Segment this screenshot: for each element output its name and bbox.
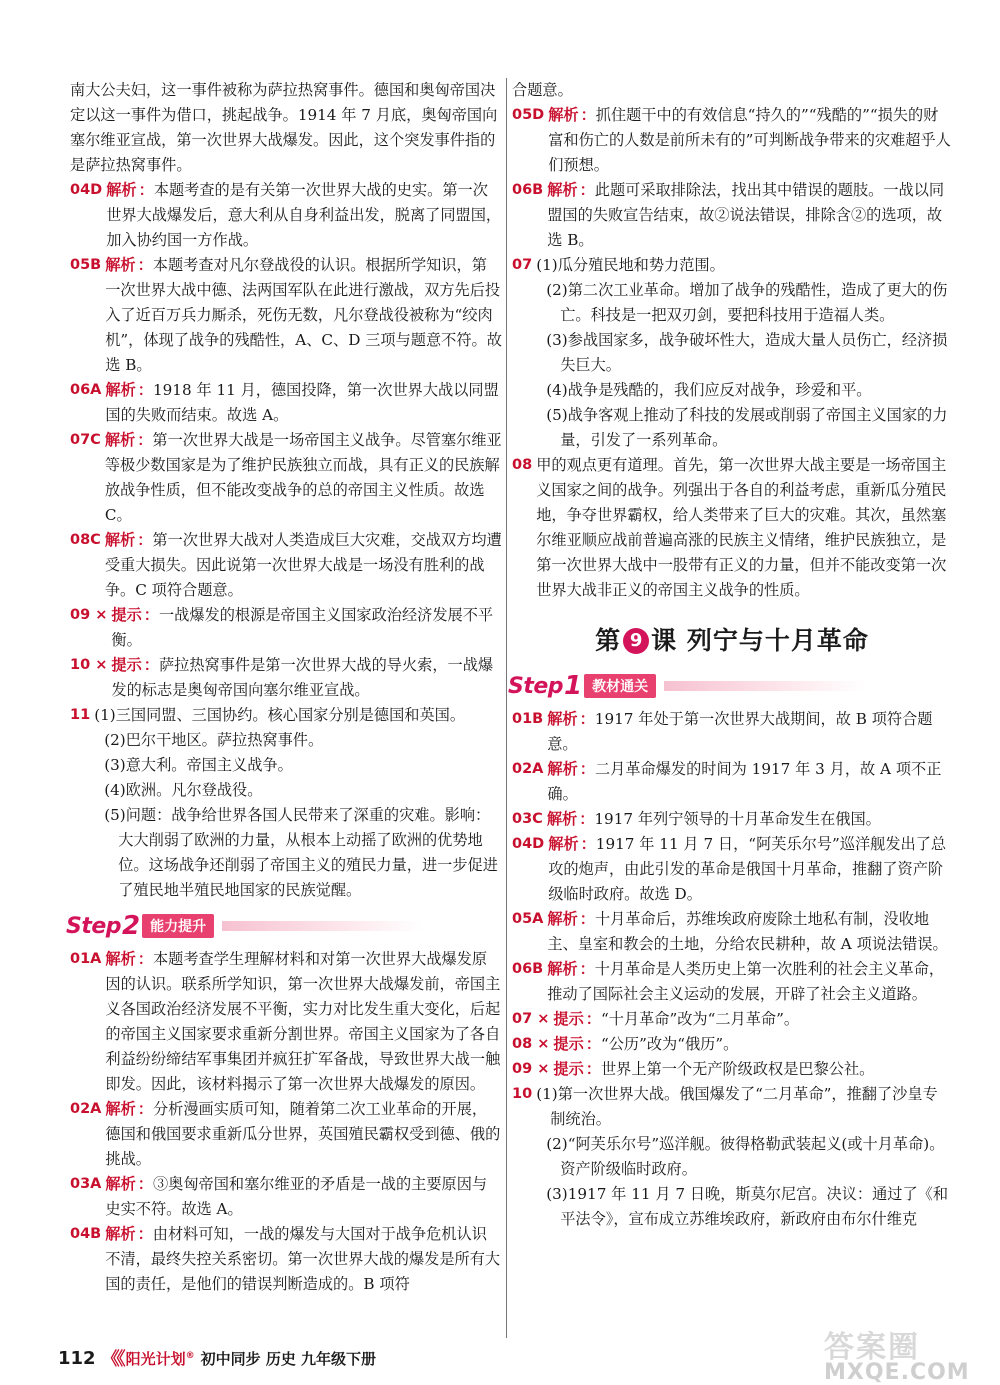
- step-label: 教材通关: [584, 674, 656, 698]
- answer-item: [512, 1057, 952, 1082]
- answer-label: 提示: [553, 1035, 584, 1053]
- answer-sublist: [94, 703, 502, 903]
- chevron-left-icon: 《《: [101, 1349, 123, 1370]
- answer-label: 解析: [106, 181, 137, 199]
- answer-label: 解析: [105, 381, 136, 399]
- question-number: 03A: [70, 1176, 102, 1192]
- sub-answer: (2)第二次工业革命。增加了战争的残酷性，造成了更大的伤亡。科技是一把双刃剑，要把科技用于造福人类。: [546, 281, 948, 324]
- answer-item: [70, 253, 502, 378]
- answer-text: 本题考查对凡尔登战役的认识。根据所学知识，第一次世界大战中德、法两国军队在此进行激战，双方先后投入了近百万兵力厮杀，死伤无数，凡尔登战役被称为“绞肉机”，体现了战争的残酷性，A、C、D 三项与题意不符。故选 B。: [105, 256, 502, 374]
- answer-text: 二月革命爆发的时间为 1917 年 3 月，故 A 项不正确。: [547, 760, 942, 803]
- answer-label: 解析: [547, 710, 578, 728]
- answer-label: 解析: [547, 181, 578, 199]
- answer-body: 解析 ：第一次世界大战是一场帝国主义战争。尽管塞尔维亚等极少数国家是为了维护民族独立而战，具有正义的民族解放战争性质，但不能改变战争的总的帝国主义性质。故选 C。: [104, 431, 502, 524]
- sub-answer: (1)第一次世界大战。俄国爆发了“二月革命”，推翻了沙皇专制统治。: [536, 1085, 938, 1128]
- answer-sublist: [536, 1082, 952, 1232]
- answer-label: 提示: [111, 606, 142, 624]
- question-number: 02A: [512, 761, 544, 777]
- question-number: 04D: [70, 182, 103, 198]
- continued-text-body: [512, 78, 952, 103]
- answer-body: 解析 ：③奥匈帝国和塞尔维亚的矛盾是一战的主要原因与史实不符。故选 A。: [105, 1175, 488, 1218]
- question-number: 07 ×: [512, 1011, 550, 1027]
- question-number: 10 ×: [70, 657, 108, 673]
- answer-text: 十月革命后，苏维埃政府废除土地私有制，没收地主、皇室和教会的土地，分给农民耕种，故 A 项说法错误。: [547, 910, 948, 953]
- answer-body: 提示 ：萨拉热窝事件是第一次世界大战的导火索，一战爆发的标志是奥匈帝国向塞尔维亚宣战。: [111, 656, 494, 699]
- answer-text: ③奥匈帝国和塞尔维亚的矛盾是一战的主要原因与史实不符。故选 A。: [105, 1175, 488, 1218]
- answer-label: 解析: [105, 1175, 136, 1193]
- question-number: 01A: [70, 951, 102, 967]
- step-banner: [66, 909, 502, 943]
- answer-body: 解析 ：本题考查的是有关第一次世界大战的史实。第一次世界大战爆发后，意大利从自身利益出发，脱离了同盟国，加入协约国一方作战。: [106, 181, 502, 249]
- answer-label: 提示: [553, 1010, 584, 1028]
- question-number: 08: [512, 457, 533, 473]
- answer-label: 提示: [553, 1060, 584, 1078]
- answer-item: [512, 453, 952, 603]
- answer-body: [536, 453, 952, 603]
- answer-item: [512, 807, 952, 832]
- answer-text: 十月革命是人类历史上第一次胜利的社会主义革命，推动了国际社会主义运动的发展，开辟了社会主义道路。: [547, 960, 945, 1003]
- answer-text: 第一次世界大战对人类造成巨大灾难，交战双方均遭受重大损失。因此说第一次世界大战是一场没有胜利的战争。C 项符合题意。: [104, 531, 502, 599]
- answer-item: [512, 907, 952, 957]
- answer-label: 解析: [104, 431, 136, 449]
- answer-item: [70, 703, 502, 903]
- answer-item: [512, 1007, 952, 1032]
- answer-body: 解析 ：分析漫画实质可知，随着第二次工业革命的开展，德国和俄国要求重新瓜分世界，英国殖民霸权受到德、俄的挑战。: [105, 1100, 501, 1168]
- answer-text: 抓住题干中的有效信息“持久的”“残酷的”“损失的财富和伤亡的人数是前所未有的”可判断战争带来的灾难超乎人们预想。: [548, 106, 951, 174]
- answer-item: [512, 1032, 952, 1057]
- answer-label: 解析: [547, 910, 578, 928]
- answer-item: [512, 707, 952, 757]
- answer-text: 一战爆发的根源是帝国主义国家政治经济发展不平衡。: [111, 606, 494, 649]
- answer-item: [70, 653, 502, 703]
- answer-item: [512, 757, 952, 807]
- question-number: 05A: [512, 911, 544, 927]
- sub-answer: (5)问题：战争给世界各国人民带来了深重的灾难。影响：大大削弱了欧洲的力量，从根本上动摇了欧洲的优势地位。这场战争还削弱了帝国主义的殖民力量，进一步促进了殖民地半殖民地国家的民族觉醒。: [104, 806, 498, 899]
- sub-answer: (2)“阿芙乐尔号”巡洋舰。彼得格勒武装起义(或十月革命)。资产阶级临时政府。: [546, 1135, 945, 1178]
- answer-body: 解析 ：十月革命是人类历史上第一次胜利的社会主义革命，推动了国际社会主义运动的发展，开辟了社会主义道路。: [547, 960, 945, 1003]
- answer-text: 1917 年 11 月 7 日，“阿芙乐尔号”巡洋舰发出了总攻的炮声，由此引发的革命是俄国十月革命，推翻了资产阶级临时政府。故选 D。: [548, 835, 947, 903]
- sub-answer: (5)战争客观上推动了科技的发展或削弱了帝国主义国家的力量，引发了一系列革命。: [546, 406, 948, 449]
- answer-text: 本题考查学生理解材料和对第一次世界大战爆发原因的认识。联系所学知识，第一次世界大战爆发前，帝国主义各国政治经济发展不平衡，实力对比发生重大变化，后起的帝国主义国家要求重新分割世界。帝国主义国家为了各自利益纷纷缔结军事集团并疯狂扩军备战，导致世界大战一触即发。因此，该材料揭示了第一次世界大战爆发的原因。: [105, 950, 501, 1093]
- answer-item: [70, 947, 502, 1097]
- answer-label: 解析: [548, 106, 579, 124]
- lesson-title: [512, 621, 952, 657]
- answer-item: [70, 603, 502, 653]
- page-number: 112: [58, 1347, 96, 1369]
- answer-item: [512, 832, 952, 907]
- right-column: [508, 78, 952, 1232]
- continued-text: [512, 78, 952, 103]
- question-number: 06A: [70, 382, 102, 398]
- lesson-name: 课 列宁与十月革命: [651, 626, 869, 655]
- question-number: 09 ×: [512, 1061, 550, 1077]
- question-number: 08 ×: [512, 1036, 550, 1052]
- answer-text: 1917 年处于第一次世界大战期间，故 B 项符合题意。: [547, 710, 933, 753]
- answer-sublist: [536, 253, 952, 453]
- watermark: [824, 1322, 974, 1385]
- answer-label: 解析: [105, 256, 136, 274]
- question-number: 04B: [70, 1226, 102, 1242]
- answer-item: [512, 178, 952, 253]
- step-decoration: [664, 681, 864, 691]
- answer-text: 世界上第一个无产阶级政权是巴黎公社。: [600, 1060, 875, 1078]
- sub-answer: (1)瓜分殖民地和势力范围。: [536, 256, 725, 274]
- answer-item: [70, 178, 502, 253]
- answer-body: 解析 ：此题可采取排除法，找出其中错误的题肢。一战以同盟国的失败宣告结束，故②说法错误，排除含②的选项，故选 B。: [547, 181, 945, 249]
- answer-body: 解析 ：本题考查对凡尔登战役的认识。根据所学知识，第一次世界大战中德、法两国军队在此进行激战，双方先后投入了近百万兵力厮杀，死伤无数，凡尔登战役被称为“绞肉机”，体现了战争的残酷性，A、C、D 三项与题意不符。故选 B。: [105, 256, 502, 374]
- question-number: 06B: [512, 961, 544, 977]
- answer-body: 解析 ：1917 年处于第一次世界大战期间，故 B 项符合题意。: [547, 710, 933, 753]
- step-decoration: [222, 921, 422, 931]
- answer-text: 萨拉热窝事件是第一次世界大战的导火索，一战爆发的标志是奥匈帝国向塞尔维亚宣战。: [111, 656, 494, 699]
- question-number: 11: [70, 707, 91, 723]
- page-footer: [58, 1345, 376, 1371]
- answer-item: [512, 253, 952, 453]
- answer-text: 本题考查的是有关第一次世界大战的史实。第一次世界大战爆发后，意大利从自身利益出发，脱离了同盟国，加入协约国一方作战。: [106, 181, 502, 249]
- answer-item: [70, 1172, 502, 1222]
- question-number: 08C: [70, 532, 101, 548]
- question-number: 04D: [512, 836, 545, 852]
- question-number: 07: [512, 257, 533, 273]
- answer-body: 解析 ：由材料可知，一战的爆发与大国对于战争危机认识不清，最终失控关系密切。第一次世界大战的爆发是所有大国的责任，是他们的错误判断造成的。B 项符: [105, 1225, 501, 1293]
- sub-answer: (4)战争是残酷的，我们应反对战争，珍爱和平。: [546, 381, 872, 399]
- continued-text-body: [70, 78, 502, 178]
- answer-text: 由材料可知，一战的爆发与大国对于战争危机认识不清，最终失控关系密切。第一次世界大战的爆发是所有大国的责任，是他们的错误判断造成的。B 项符: [105, 1225, 501, 1293]
- answer-text: “十月革命”改为“二月革命”。: [600, 1010, 800, 1028]
- answer-body: 提示 ：世界上第一个无产阶级政权是巴黎公社。: [553, 1060, 875, 1078]
- answer-body: 解析 ：1918 年 11 月，德国投降，第一次世界大战以同盟国的失败而结束。故选 A。: [105, 381, 499, 424]
- answer-item: [512, 103, 952, 178]
- text-line: 合题意。: [512, 81, 573, 99]
- sub-answer: (3)意大利。帝国主义战争。: [104, 756, 293, 774]
- answer-item: [512, 957, 952, 1007]
- answer-body: 解析 ：1917 年 11 月 7 日，“阿芙乐尔号”巡洋舰发出了总攻的炮声，由此引发的革命是俄国十月革命，推翻了资产阶级临时政府。故选 D。: [548, 835, 947, 903]
- step-banner: [508, 669, 952, 703]
- answer-label: 解析: [546, 810, 578, 828]
- column-divider: [506, 78, 507, 1338]
- question-number: 07C: [70, 432, 101, 448]
- lesson-number: 9: [623, 628, 649, 654]
- step-label: 能力提升: [142, 914, 214, 938]
- answer-label: 解析: [105, 1225, 136, 1243]
- continued-text: [70, 78, 502, 178]
- question-number: 02A: [70, 1101, 102, 1117]
- left-column: [66, 78, 502, 1297]
- answer-label: 解析: [548, 835, 579, 853]
- answer-body: 解析 ：抓住题干中的有效信息“持久的”“残酷的”“损失的财富和伤亡的人数是前所未有的”可判断战争带来的灾难超乎人们预想。: [548, 106, 951, 174]
- answer-text: 第一次世界大战是一场帝国主义战争。尽管塞尔维亚等极少数国家是为了维护民族独立而战，具有正义的民族解放战争性质，但不能改变战争的总的帝国主义性质。故选 C。: [104, 431, 502, 524]
- answer-text: “公历”改为“俄历”。: [600, 1035, 739, 1053]
- answer-text: 此题可采取排除法，找出其中错误的题肢。一战以同盟国的失败宣告结束，故②说法错误，排除含②的选项，故选 B。: [547, 181, 945, 249]
- sub-answer: (1)三国同盟、三国协约。核心国家分别是德国和英国。: [94, 706, 466, 724]
- answer-body: 提示 ：“公历”改为“俄历”。: [553, 1035, 739, 1053]
- answer-body: 解析 ：十月革命后，苏维埃政府废除土地私有制，没收地主、皇室和教会的土地，分给农民耕种，故 A 项说法错误。: [547, 910, 948, 953]
- answer-item: [70, 528, 502, 603]
- answer-label: 提示: [111, 656, 142, 674]
- answer-label: 解析: [105, 950, 136, 968]
- watermark-url: MXQE.COM: [824, 1360, 970, 1385]
- watermark-logo: 答案圈: [824, 1330, 920, 1365]
- question-number: 01B: [512, 711, 544, 727]
- step-word: Step: [66, 913, 122, 939]
- step-word: Step: [508, 673, 564, 699]
- sub-answer: (3)参战国家多，战争破坏性大，造成大量人员伤亡，经济损失巨大。: [546, 331, 948, 374]
- lesson-prefix: 第: [595, 626, 622, 655]
- answer-item: [70, 378, 502, 428]
- sub-answer: (2)巴尔干地区。萨拉热窝事件。: [104, 731, 324, 749]
- answer-body: 解析 ：二月革命爆发的时间为 1917 年 3 月，故 A 项不正确。: [547, 760, 942, 803]
- answer-label: 解析: [105, 1100, 136, 1118]
- answer-text: 分析漫画实质可知，随着第二次工业革命的开展，德国和俄国要求重新瓜分世界，英国殖民霸权受到德、俄的挑战。: [105, 1100, 501, 1168]
- question-number: 06B: [512, 182, 544, 198]
- answer-body: 解析 ：1917 年列宁领导的十月革命发生在俄国。: [546, 810, 881, 828]
- answer-label: 解析: [547, 960, 578, 978]
- sub-answer: (4)欧洲。凡尔登战役。: [104, 781, 263, 799]
- answer-label: 解析: [104, 531, 136, 549]
- answer-item: [512, 1082, 952, 1232]
- answer-item: [70, 428, 502, 528]
- question-number: 03C: [512, 811, 543, 827]
- answer-body: 提示 ：“十月革命”改为“二月革命”。: [553, 1010, 800, 1028]
- answer-item: [70, 1097, 502, 1172]
- answer-body: 解析 ：本题考查学生理解材料和对第一次世界大战爆发原因的认识。联系所学知识，第一次世界大战爆发前，帝国主义各国政治经济发展不平衡，实力对比发生重大变化，后起的帝国主义国家要求重新分割世界。帝国主义国家为了各自利益纷纷缔结军事集团并疯狂扩军备战，导致世界大战一触即发。因此，该材料揭示了第一次世界大战爆发的原因。: [105, 950, 501, 1093]
- answer-text: 甲的观点更有道理。首先，第一次世界大战主要是一场帝国主义国家之间的战争。列强出于各自的利益考虑，重新瓜分殖民地，争夺世界霸权，给人类带来了巨大的灾难。其次，虽然塞尔维亚顺应战前普遍高涨的民族主义情绪，维护民族独立，是第一次世界大战中一股带有正义的力量，但并不能改变第一次世界大战非正义的帝国主义战争的性质。: [536, 456, 947, 599]
- sub-answer: (3)1917 年 11 月 7 日晚，斯莫尔尼宫。决议：通过了《和平法令》，宣布成立苏维埃政府，新政府由布尔什维克: [546, 1185, 949, 1228]
- brand-name: 阳光计划®: [125, 1349, 195, 1368]
- question-number: 05D: [512, 107, 545, 123]
- answer-item: [70, 1222, 502, 1297]
- answer-text: 1917 年列宁领导的十月革命发生在俄国。: [594, 810, 881, 828]
- step-number: 1: [564, 671, 583, 701]
- question-number: 10: [512, 1086, 533, 1102]
- step-number: 2: [122, 911, 141, 941]
- text-line: 南大公夫妇，这一事件被称为萨拉热窝事件。德国和奥匈帝国决定以这一事件为借口，挑起战争。1914 年 7 月底，奥匈帝国向塞尔维亚宣战，第一次世界大战爆发。因此，这个突发事件指的是萨拉热窝事件。: [70, 81, 498, 174]
- book-subtitle: 初中同步 历史 九年级下册: [200, 1349, 377, 1368]
- answer-label: 解析: [547, 760, 578, 778]
- answer-body: 解析 ：第一次世界大战对人类造成巨大灾难，交战双方均遭受重大损失。因此说第一次世界大战是一场没有胜利的战争。C 项符合题意。: [104, 531, 502, 599]
- answer-text: 1918 年 11 月，德国投降，第一次世界大战以同盟国的失败而结束。故选 A。: [105, 381, 499, 424]
- question-number: 05B: [70, 257, 102, 273]
- question-number: 09 ×: [70, 607, 108, 623]
- answer-body: 提示 ：一战爆发的根源是帝国主义国家政治经济发展不平衡。: [111, 606, 494, 649]
